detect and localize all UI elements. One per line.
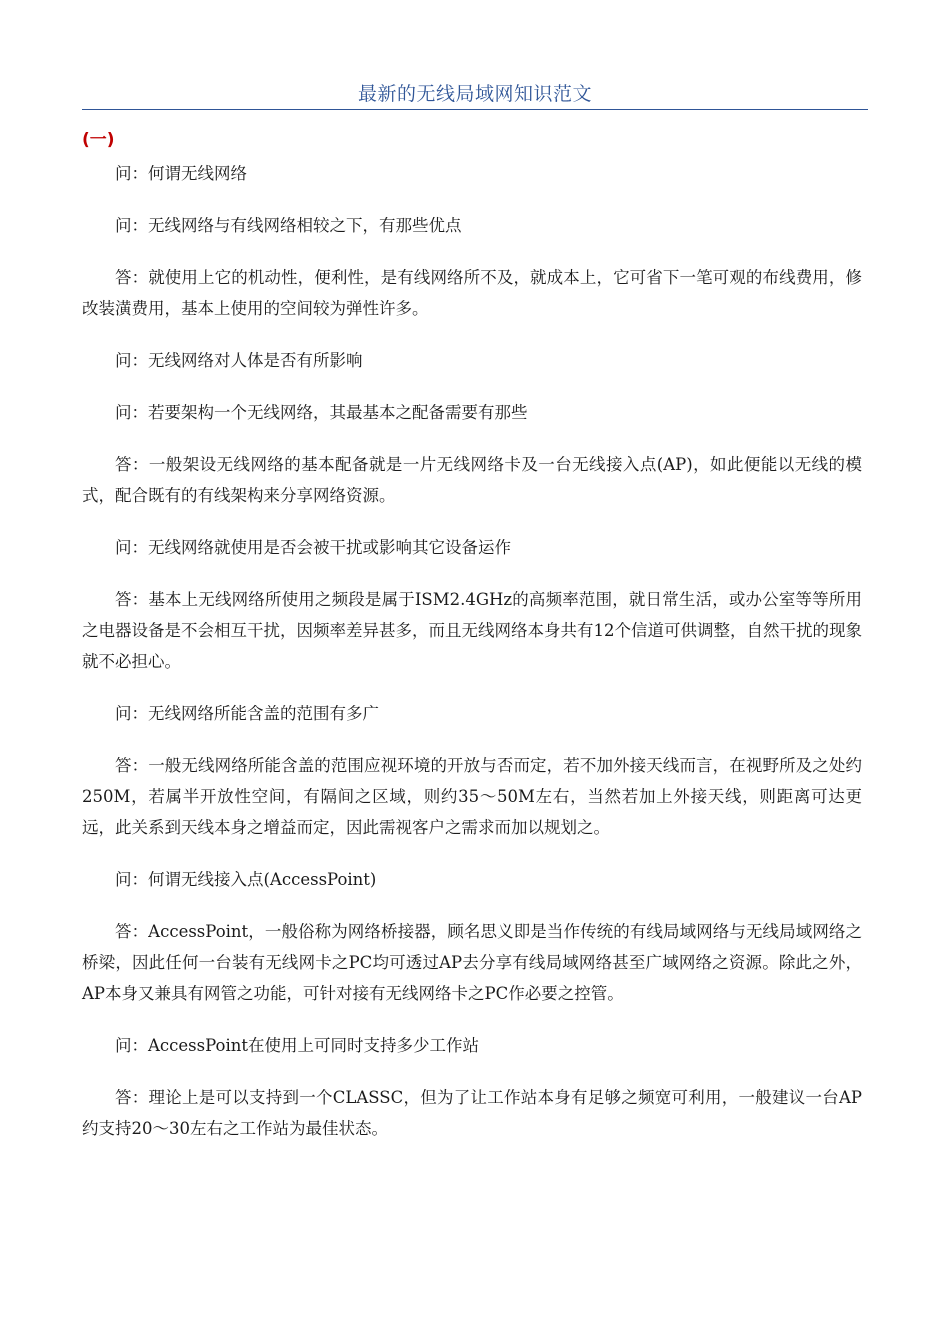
question-paragraph: 问：AccessPoint在使用上可同时支持多少工作站: [115, 1036, 479, 1055]
answer-paragraph: 答：基本上无线网络所使用之频段是属于ISM2.4GHz的高频率范围，就日常生活，或办公室等等所用之电器设备是不会相互干扰，因频率差异甚多，而且无线网络本身共有12个信道可供调整，自然干扰的现象就不必担心。: [82, 590, 862, 671]
answer-paragraph: 答：一般无线网络所能含盖的范围应视环境的开放与否而定，若不加外接天线而言，在视野所及之处约250M，若属半开放性空间，有隔间之区域，则约35～50M左右，当然若加上外接天线，则距离可达更远，此关系到天线本身之增益而定，因此需视客户之需求而加以规划之。: [82, 756, 862, 837]
section-number: (一): [82, 130, 115, 150]
answer-paragraph: 答：理论上是可以支持到一个CLASSC，但为了让工作站本身有足够之频宽可利用，一般建议一台AP约支持20～30左右之工作站为最佳状态。: [82, 1088, 862, 1138]
question-paragraph: 问：若要架构一个无线网络，其最基本之配备需要有那些: [115, 403, 528, 422]
document-title: 最新的无线局域网知识范文: [357, 83, 592, 105]
question-paragraph: 问：何谓无线接入点(AccessPoint): [115, 870, 377, 889]
question-paragraph: 问：无线网络所能含盖的范围有多广: [115, 704, 379, 723]
question-paragraph: 问：何谓无线网络: [115, 164, 247, 183]
answer-paragraph: 答：就使用上它的机动性，便利性，是有线网络所不及，就成本上，它可省下一笔可观的布线费用，修改装潢费用，基本上使用的空间较为弹性许多。: [82, 268, 862, 318]
answer-paragraph: 答：一般架设无线网络的基本配备就是一片无线网络卡及一台无线接入点(AP)，如此便能以无线的模式，配合既有的有线架构来分享网络资源。: [82, 455, 862, 505]
document-body: [82, 158, 862, 1165]
answer-paragraph: 答：AccessPoint，一般俗称为网络桥接器，顾名思义即是当作传统的有线局域网络与无线局域网络之桥梁，因此任何一台装有无线网卡之PC均可透过AP去分享有线局域网络甚至广域网络之资源。除此之外，AP本身又兼具有网管之功能，可针对接有无线网络卡之PC作必要之控管。: [82, 922, 862, 1003]
question-paragraph: 问：无线网络对人体是否有所影响: [115, 351, 363, 370]
question-paragraph: 问：无线网络就使用是否会被干扰或影响其它设备运作: [115, 538, 511, 557]
question-paragraph: 问：无线网络与有线网络相较之下，有那些优点: [115, 216, 462, 235]
page-header: [82, 80, 868, 110]
